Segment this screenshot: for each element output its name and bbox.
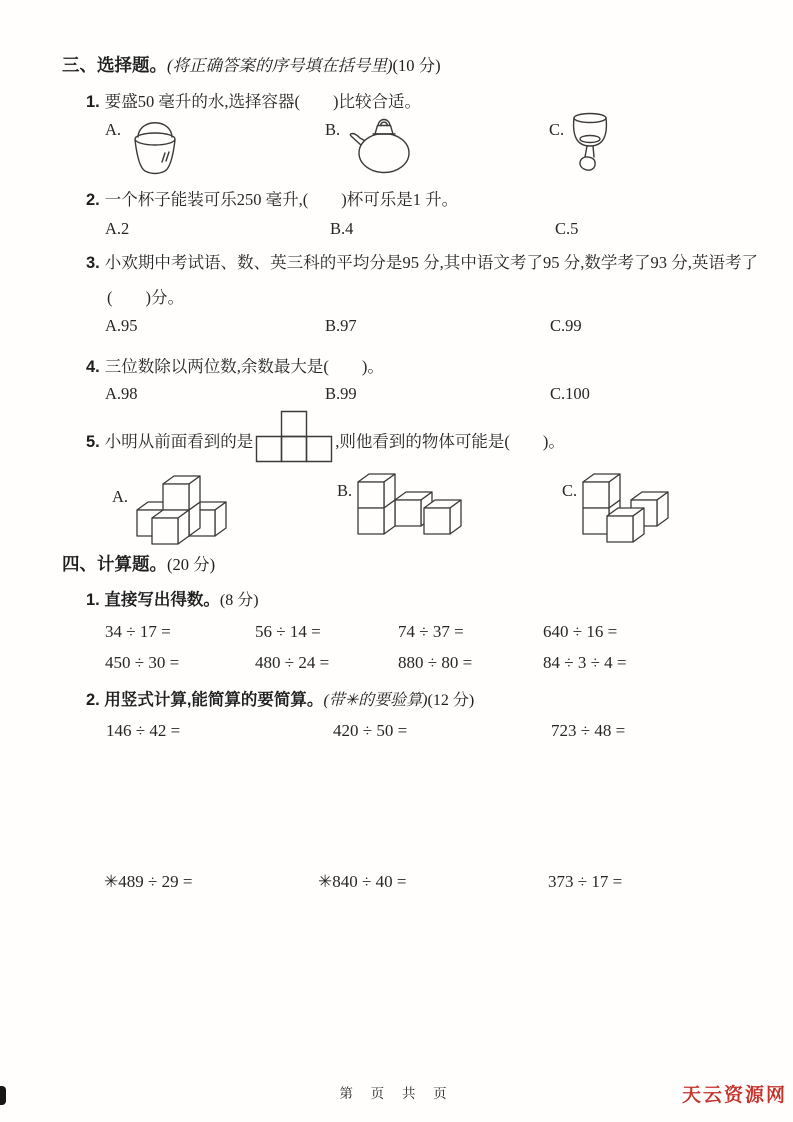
q5-option-b-label: B. — [337, 481, 353, 500]
calc-expression: 723 ÷ 48 = — [551, 721, 626, 740]
question-2-text: 一个杯子能装可乐250 毫升,( )杯可乐是1 升。 — [104, 190, 459, 209]
question-5 — [86, 410, 565, 464]
question-4-text: 三位数除以两位数,余数最大是( )。 — [104, 357, 384, 376]
calc-expression: 480 ÷ 24 = — [255, 653, 330, 672]
section-3-title: 三、选择题。 — [62, 55, 167, 75]
cube-arrangement-b-icon — [352, 472, 464, 538]
page-footer: 第 页 共 页 — [339, 1086, 454, 1101]
calc-part1-title — [86, 586, 259, 610]
cube-arrangement-c-icon — [577, 470, 689, 544]
q2-option-b: B.4 — [330, 219, 354, 238]
calc-expression: 880 ÷ 80 = — [398, 653, 473, 672]
question-5-text-after: ,则他看到的物体可能是( )。 — [335, 432, 565, 451]
q5-option-a-label: A. — [112, 487, 129, 506]
calc-expression: 84 ÷ 3 ÷ 4 = — [543, 653, 627, 672]
question-5-text-before: 小明从前面看到的是 — [104, 432, 254, 451]
q3-option-c: C.99 — [550, 316, 582, 335]
question-1-number: 1. — [86, 93, 100, 111]
q3-option-a: A.95 — [105, 316, 138, 335]
calc-expression: 373 ÷ 17 = — [548, 872, 623, 891]
q1-option-c-label: C. — [549, 120, 565, 139]
calc-expression: 34 ÷ 17 = — [105, 622, 171, 641]
question-2-number: 2. — [86, 191, 100, 209]
q1-option-b-label: B. — [325, 120, 341, 139]
question-1 — [86, 88, 421, 112]
q5-option-c-label: C. — [562, 481, 578, 500]
front-view-t-shape-figure — [255, 410, 333, 464]
question-4-number: 4. — [86, 358, 100, 376]
kettle-icon — [346, 115, 412, 175]
scan-artifact — [0, 1086, 6, 1105]
q4-option-a: A.98 — [105, 384, 138, 403]
q2-option-a: A.2 — [105, 219, 130, 238]
watermark: 天云资源网 — [681, 1085, 787, 1106]
goblet-icon — [569, 112, 611, 174]
cube-arrangement-a-icon — [131, 474, 231, 546]
question-3-number: 3. — [86, 254, 100, 272]
calc-expression: 450 ÷ 30 = — [105, 653, 180, 672]
calc-expression: 146 ÷ 42 = — [106, 721, 181, 740]
question-5-number: 5. — [86, 433, 100, 451]
calc-expression: 74 ÷ 37 = — [398, 622, 464, 641]
calc-part2-title — [86, 686, 474, 710]
calc-expression: 640 ÷ 16 = — [543, 622, 618, 641]
bucket-icon — [129, 111, 181, 177]
section-3-points: (10 分) — [392, 56, 441, 75]
calc-part2-points: (12 分) — [427, 692, 475, 709]
section-4-points: (20 分) — [167, 555, 216, 574]
question-4 — [86, 353, 384, 377]
section-4-title: 四、计算题。 — [62, 554, 167, 574]
calc-expression-starred: ✳489 ÷ 29 = — [104, 872, 193, 891]
calc-part1-points: (8 分) — [219, 592, 259, 609]
q2-option-c: C.5 — [555, 219, 579, 238]
section-3-heading — [62, 52, 441, 77]
q4-option-c: C.100 — [550, 384, 590, 403]
question-2 — [86, 186, 458, 210]
calc-part2-title-text: 2. 用竖式计算,能简算的要简算。 — [86, 691, 324, 709]
calc-expression: 56 ÷ 14 = — [255, 622, 321, 641]
calc-expression-starred: ✳840 ÷ 40 = — [318, 872, 407, 891]
question-3-text: 小欢期中考试语、数、英三科的平均分是95 分,其中语文考了95 分,数学考了93 分,英语考了( )分。 — [104, 253, 758, 307]
question-1-text: 要盛50 毫升的水,选择容器( )比较合适。 — [104, 92, 422, 111]
calc-part1-title-text: 1. 直接写出得数。 — [86, 591, 220, 609]
calc-part2-note: (带✳的要验算) — [323, 692, 428, 709]
q4-option-b: B.99 — [325, 384, 357, 403]
section-3-note: (将正确答案的序号填在括号里) — [167, 56, 393, 75]
question-3 — [86, 246, 758, 315]
q1-option-a-label: A. — [105, 120, 122, 139]
calc-expression: 420 ÷ 50 = — [333, 721, 408, 740]
q3-option-b: B.97 — [325, 316, 357, 335]
section-4-heading — [62, 551, 215, 576]
